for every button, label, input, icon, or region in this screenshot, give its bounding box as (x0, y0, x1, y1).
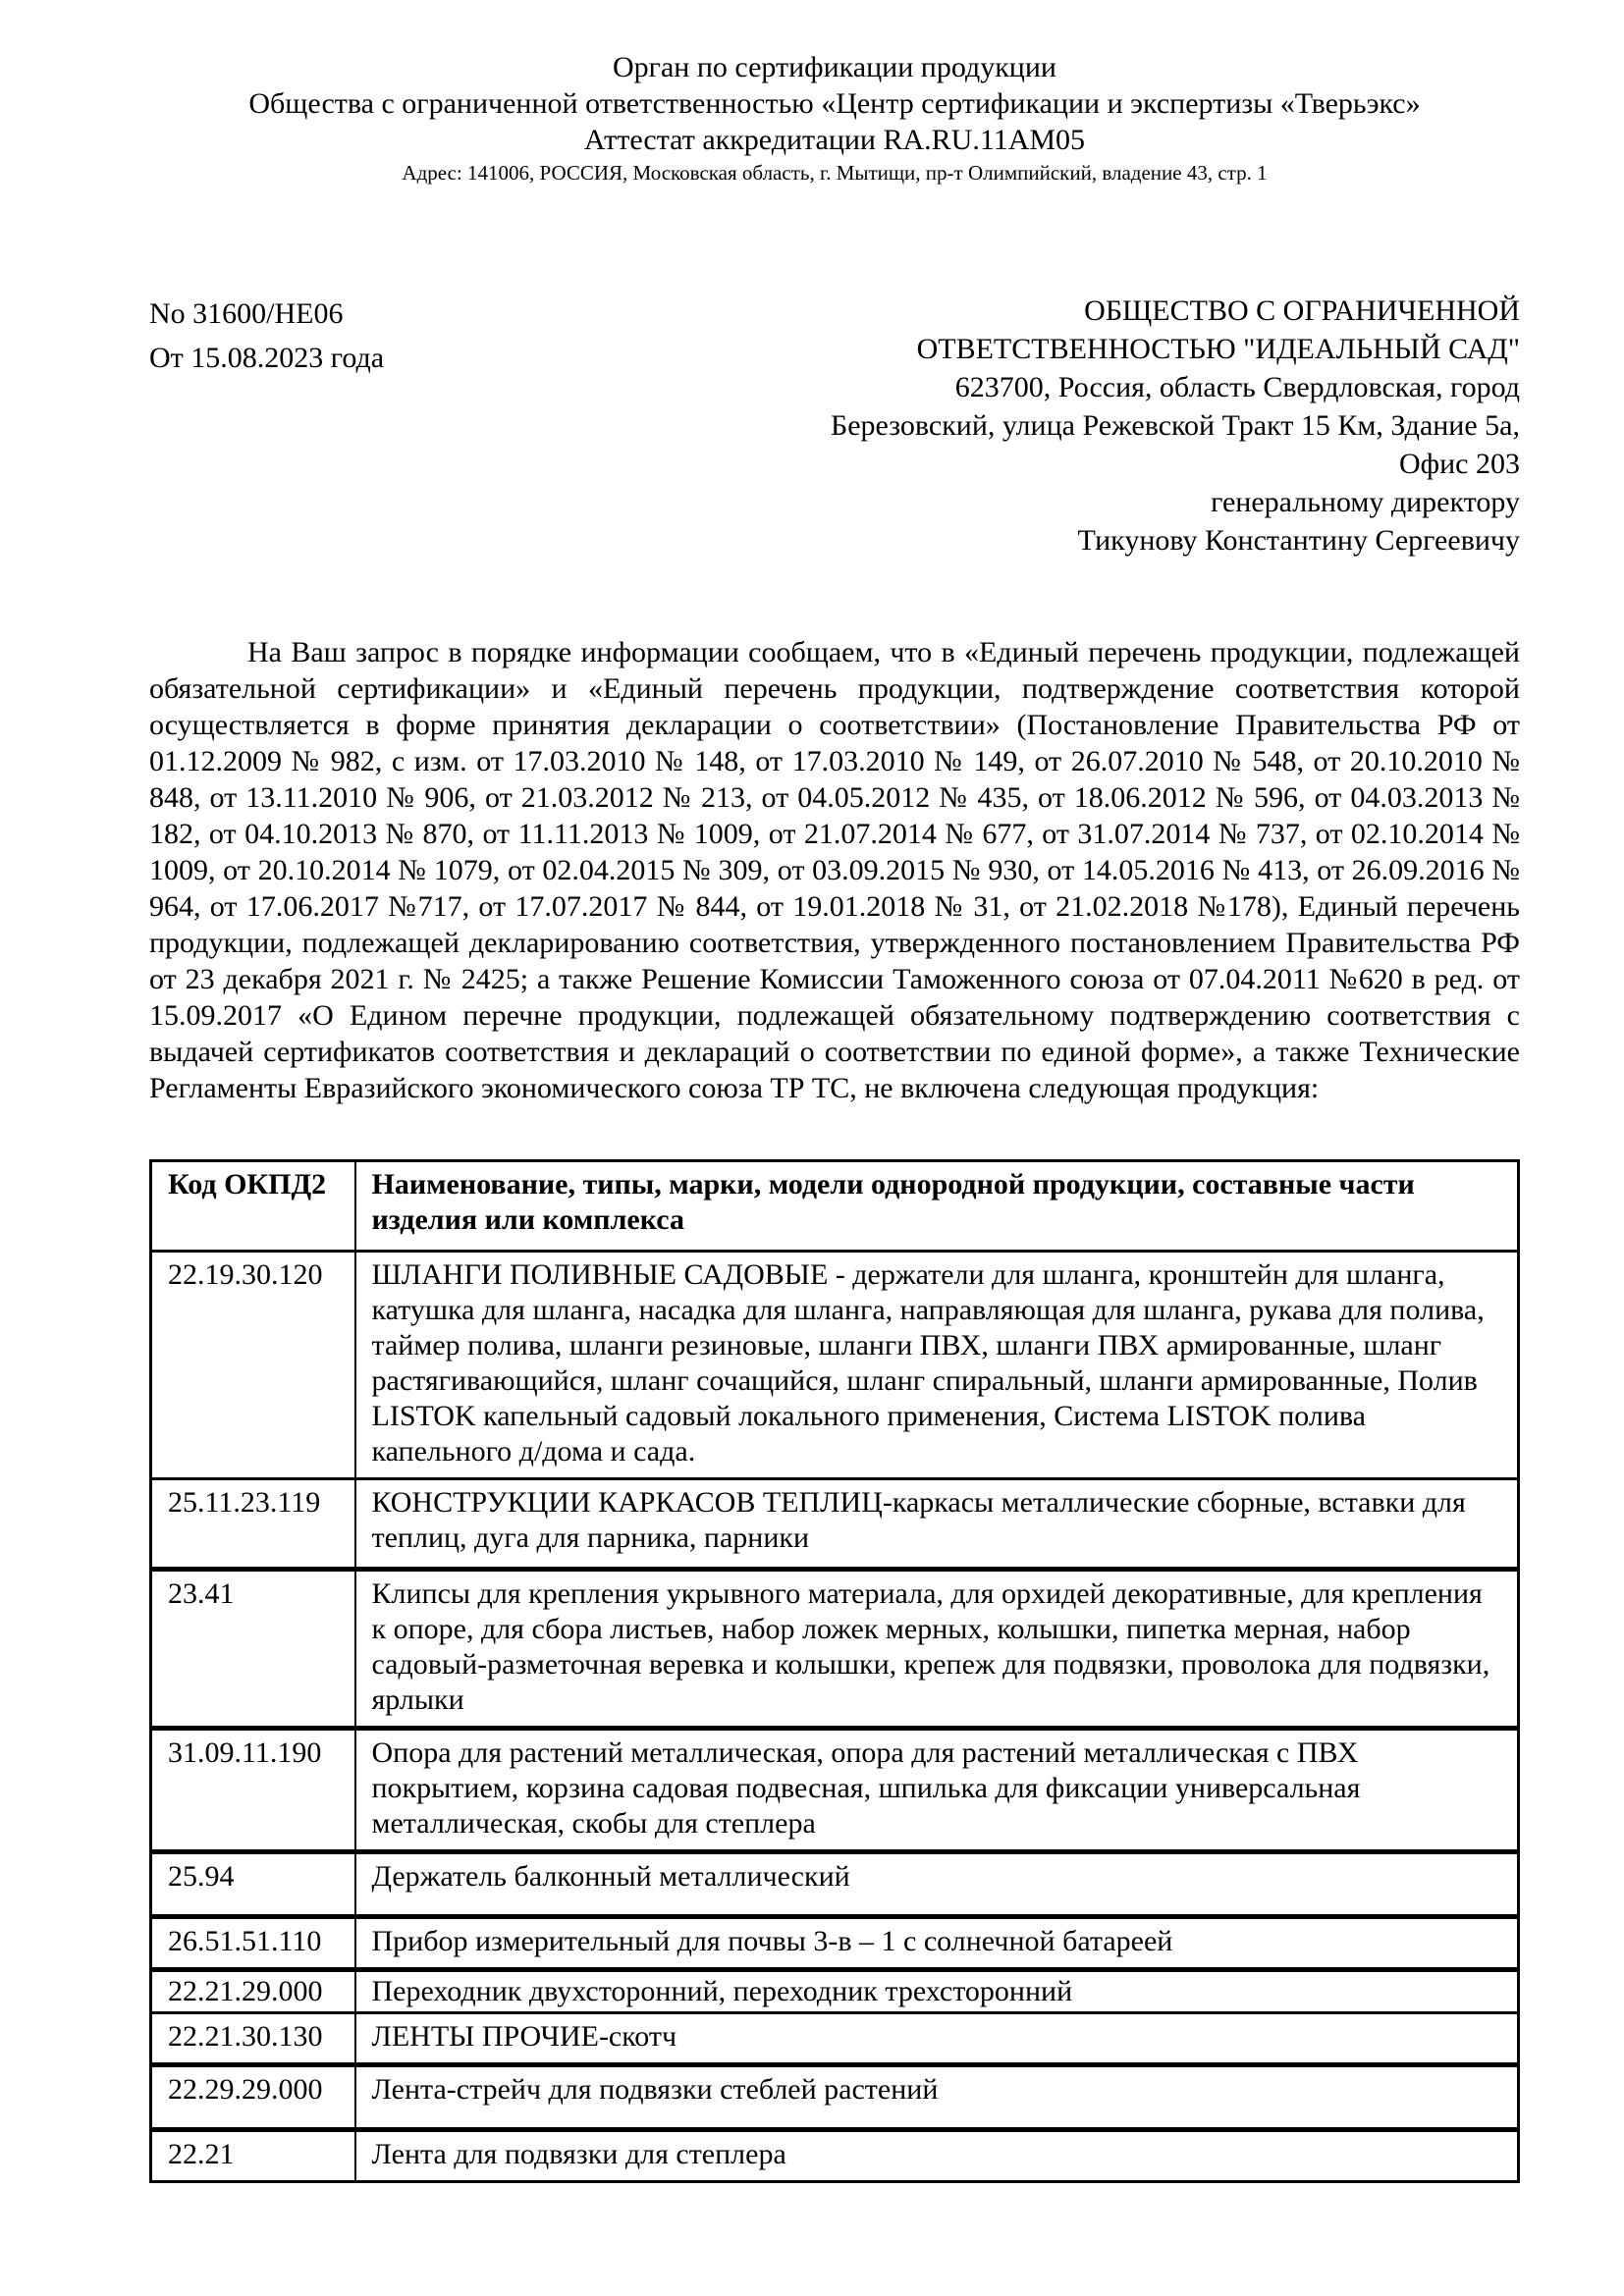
letter-info-block (149, 292, 562, 560)
okpd2-code: 22.21 (151, 2130, 355, 2182)
table-row (151, 2013, 1519, 2065)
col-header-product-name: Наименование, типы, марки, модели однородной продукции, составные части изделия или комплекса (355, 1161, 1519, 1252)
product-description: Переходник двухсторонний, переходник трехсторонний (355, 1970, 1519, 2013)
products-table (149, 1159, 1520, 2183)
okpd2-code: 23.41 (151, 1570, 355, 1729)
recipient-line: Офис 203 (1399, 448, 1520, 480)
product-description: ШЛАНГИ ПОЛИВНЫЕ САДОВЫЕ - держатели для шланга, кронштейн для шланга, катушка для шланга, насадка для шланга, направляющая для шланга, рукава для полива, таймер полива, шланги резиновые, шланги ПВХ, шланги ПВХ армированные, шланг растягивающийся, шланг сочащийся, шланг спиральный, шланги армированные, Полив LISTOK капельный садовый локального применения, Система LISTOK полива капельного д/дома и сада. (355, 1252, 1519, 1479)
table-header-row (151, 1161, 1519, 1252)
table-row (151, 2065, 1519, 2130)
doc-header (149, 49, 1520, 186)
recipient-line: 623700, Россия, область Свердловская, город (954, 371, 1520, 403)
table-row (151, 1252, 1519, 1479)
okpd2-code: 26.51.51.110 (151, 1917, 355, 1970)
okpd2-code: 22.21.29.000 (151, 1970, 355, 2013)
col-header-okpd2-code: Код ОКПД2 (151, 1161, 355, 1252)
table-row (151, 1729, 1519, 1852)
header-org-name: Общества с ограниченной ответственностью «Центр сертификации и экспертизы «Тверьэкс» (248, 87, 1421, 120)
body-paragraph: На Ваш запрос в порядке информации сообщаем, что в «Единый перечень продукции, подлежащей обязательной сертификации» и «Единый перечень продукции, подтверждение соответствия которой осуществляется в форме принятия декларации о соответствии» (Постановление Правительства РФ от 01.12.2009 № 982, с изм. от 17.03.2010 № 148, от 17.03.2010 № 149, от 26.07.2010 № 548, от 20.10.2010 № 848, от 13.11.2010 № 906, от 21.03.2012 № 213, от 04.05.2012 № 435, от 18.06.2012 № 596, от 04.03.2013 № 182, от 04.10.2013 № 870, от 11.11.2013 № 1009, от 21.07.2014 № 677, от 31.07.2014 № 737, от 02.10.2014 № 1009, от 20.10.2014 № 1079, от 02.04.2015 № 309, от 03.09.2015 № 930, от 14.05.2016 № 413, от 26.09.2016 № 964, от 17.06.2017 №717, от 17.07.2017 № 844, от 19.01.2018 № 31, от 21.02.2018 №178), Единый перечень продукции, подлежащей декларированию соответствия, утвержденного постановлением Правительства РФ от 23 декабря 2021 г. № 2425; а также Решение Комиссии Таможенного союза от 07.04.2011 №620 в ред. от 15.09.2017 «О Едином перечне продукции, подлежащей обязательному подтверждению соответствия с выдачей сертификатов соответствия и деклараций о соответствии по единой форме», а также Технические Регламенты Евразийского экономического союза ТР ТС, не включена следующая продукция: (149, 636, 1520, 1104)
product-description: Клипсы для крепления укрывного материала, для орхидей декоративные, для крепления к опоре, для сбора листьев, набор ложек мерных, колышки, пипетка мерная, набор садовый-разметочная веревка и колышки, крепеж для подвязки, проволока для подвязки, ярлыки (355, 1570, 1519, 1729)
product-description: Лента-стрейч для подвязки стеблей растений (355, 2065, 1519, 2130)
table-row (151, 1852, 1519, 1917)
recipient-line: ОТВЕТСТВЕННОСТЬЮ "ИДЕАЛЬНЫЙ САД" (916, 333, 1520, 365)
table-row (151, 2130, 1519, 2182)
okpd2-code: 22.29.29.000 (151, 2065, 355, 2130)
product-description: КОНСТРУКЦИИ КАРКАСОВ ТЕПЛИЦ-каркасы металлические сборные, вставки для теплиц, дуга для парника, парники (355, 1479, 1519, 1570)
table-row (151, 1570, 1519, 1729)
okpd2-code: 31.09.11.190 (151, 1729, 355, 1852)
product-description: Держатель балконный металлический (355, 1852, 1519, 1917)
letter-date: От 15.08.2023 года (149, 342, 385, 374)
table-row (151, 1917, 1519, 1970)
product-description: Лента для подвязки для степлера (355, 2130, 1519, 2182)
recipient-line: Березовский, улица Режевской Тракт 15 Км, Здание 5а, (830, 409, 1520, 442)
products-table-body (151, 1252, 1519, 2182)
product-description: ЛЕНТЫ ПРОЧИЕ-скотч (355, 2013, 1519, 2065)
letter-number: No 31600/НЕ06 (149, 297, 344, 330)
letter-info-row (149, 292, 1520, 560)
okpd2-code: 25.11.23.119 (151, 1479, 355, 1570)
table-row (151, 1970, 1519, 2013)
recipient-line: Тикунову Константину Сергеевичу (1077, 524, 1520, 557)
okpd2-code: 22.19.30.120 (151, 1252, 355, 1479)
header-accreditation: Аттестат аккредитации RA.RU.11АМ05 (583, 124, 1086, 156)
products-table-head (151, 1161, 1519, 1252)
recipient-block (562, 292, 1520, 560)
product-description: Прибор измерительный для почвы 3-в – 1 с солнечной батареей (355, 1917, 1519, 1970)
okpd2-code: 22.21.30.130 (151, 2013, 355, 2065)
okpd2-code: 25.94 (151, 1852, 355, 1917)
header-org-type: Орган по сертификации продукции (613, 51, 1056, 83)
header-address: Адрес: 141006, РОССИЯ, Московская область, г. Мытищи, пр-т Олимпийский, владение 43, стр. 1 (402, 161, 1268, 185)
recipient-line: генеральному директору (1211, 486, 1520, 518)
recipient-line: ОБЩЕСТВО С ОГРАНИЧЕННОЙ (1084, 294, 1520, 327)
table-row (151, 1479, 1519, 1570)
product-description: Опора для растений металлическая, опора для растений металлическая с ПВХ покрытием, корзина садовая подвесная, шпилька для фиксации универсальная металлическая, скобы для степлера (355, 1729, 1519, 1852)
